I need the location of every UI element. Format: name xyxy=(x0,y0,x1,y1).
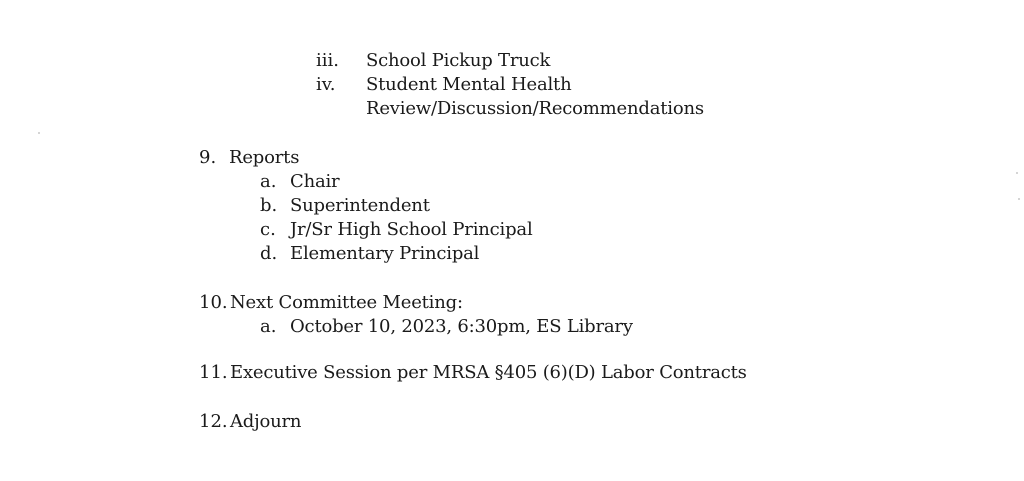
item-9-chair: Chair xyxy=(290,171,340,192)
subitem-marker-iii: iii. xyxy=(316,50,339,71)
item-12-title: Adjourn xyxy=(230,411,302,432)
subitem-school-pickup-truck: School Pickup Truck xyxy=(366,50,551,71)
item-9-elementary-principal: Elementary Principal xyxy=(290,243,480,264)
item-9-marker-a: a. xyxy=(260,171,277,192)
item-9-hs-principal: Jr/Sr High School Principal xyxy=(290,219,533,240)
item-9-marker-b: b. xyxy=(260,195,278,216)
item-10-marker-a: a. xyxy=(260,316,277,337)
item-9-superintendent: Superintendent xyxy=(290,195,430,216)
item-9-title: Reports xyxy=(229,147,300,168)
item-9-marker-d: d. xyxy=(260,243,278,264)
scan-speck xyxy=(1016,172,1018,174)
item-11-number: 11. xyxy=(199,362,228,383)
scan-speck xyxy=(1018,198,1020,200)
scan-speck xyxy=(38,132,40,134)
item-11-title: Executive Session per MRSA §405 (6)(D) Labor Contracts xyxy=(230,362,747,383)
item-9-number: 9. xyxy=(199,147,217,168)
subitem-marker-iv: iv. xyxy=(316,74,336,95)
item-10-meeting-date: October 10, 2023, 6:30pm, ES Library xyxy=(290,316,633,337)
subitem-review-discussion: Review/Discussion/Recommendations xyxy=(366,98,704,119)
item-9-marker-c: c. xyxy=(260,219,276,240)
subitem-student-mental-health: Student Mental Health xyxy=(366,74,572,95)
item-12-number: 12. xyxy=(199,411,228,432)
item-10-number: 10. xyxy=(199,292,228,313)
item-10-title: Next Committee Meeting: xyxy=(230,292,463,313)
